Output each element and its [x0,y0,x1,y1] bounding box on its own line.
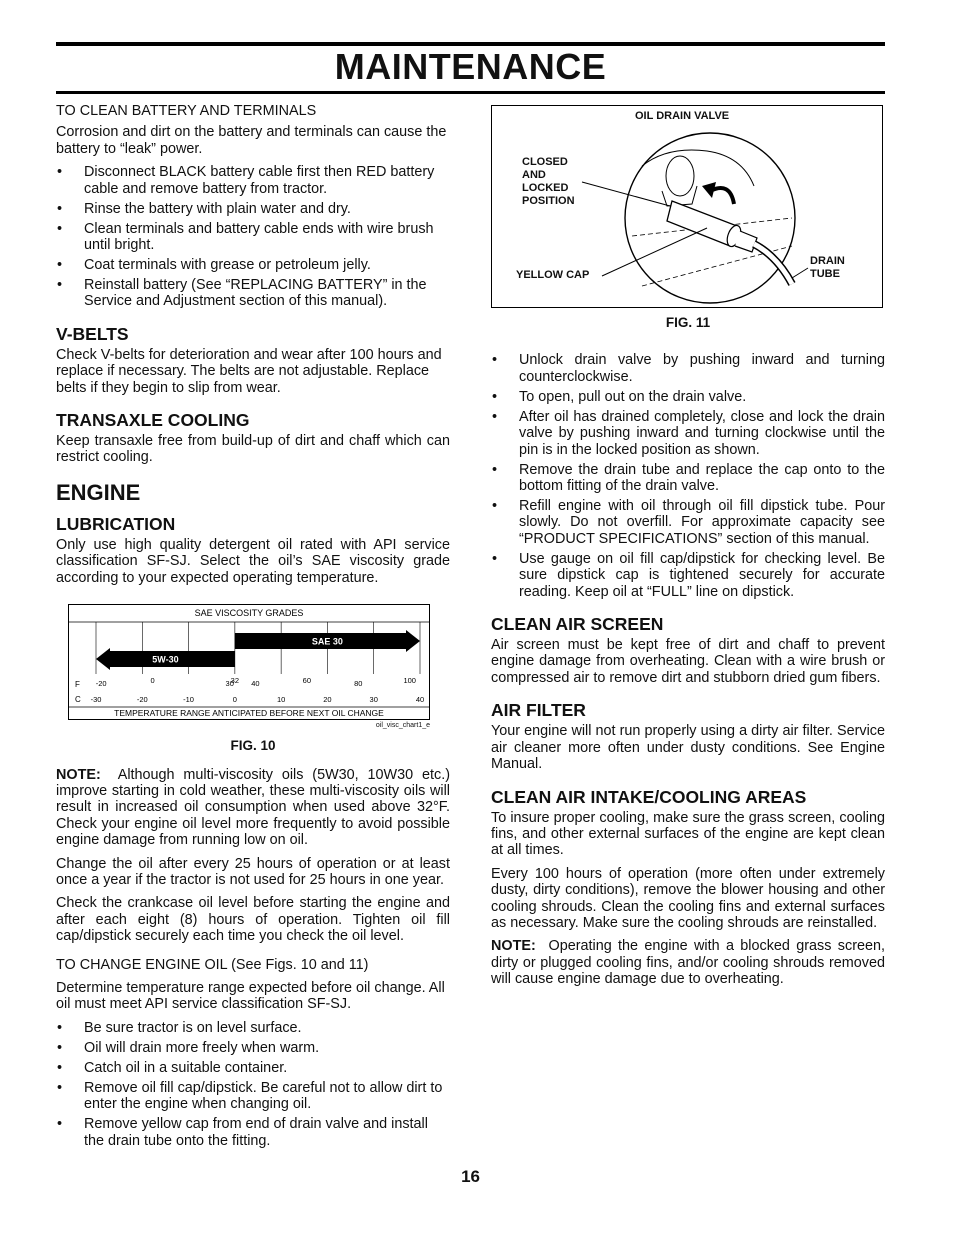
list-item: • Be sure tractor is on level surface. [56,1020,450,1036]
f-tick-label: 100 [403,676,416,686]
c-tick-label: -10 [183,695,194,705]
right-column [491,103,885,995]
lubrication-text: Only use high quality detergent oil rated with API service classification SF-SJ. Select the oil’s SAE viscosity grade according to your expected operating temperature. [56,536,450,586]
intake-text-1: To insure proper cooling, make sure the grass screen, cooling fins, and other external surfaces of the engine are kept clean at all times. [491,809,885,859]
list-item: • Remove yellow cap from end of drain valve and install the drain tube onto the fitting. [56,1116,450,1149]
battery-heading: TO CLEAN BATTERY AND TERMINALS [56,103,317,119]
c-tick-label: -30 [90,695,102,705]
change-oil-steps [56,1020,450,1149]
list-item: • Use gauge on oil fill cap/dipstick for checking level. Be sure dipstick cap is tightened securely for accurate reading. Keep oil at “FULL” line on dipstick. [491,551,885,600]
list-item: • Rinse the battery with plain water and dry. [56,201,450,217]
f-tick-label: 32 [230,676,240,686]
c-tick-label: 0 [232,695,237,705]
intake-text-2: Every 100 hours of operation (more often under extremely dusty, dirty conditions), remove the blower housing and other cooling shrouds. Clean the cooling fins and external surfaces as necessary. Make sure the cooling shrouds are reinstalled. [491,865,885,931]
transaxle-heading: TRANSAXLE COOLING [56,410,250,431]
oil-note [56,767,450,849]
drain-tube-label: DRAIN TUBE [810,255,845,280]
fig11-title: OIL DRAIN VALVE [635,110,730,122]
list-item: • Coat terminals with grease or petroleum jelly. [56,257,450,273]
air-screen-text: Air screen must be kept free of dirt and chaff to prevent engine damage from overheating. Clean with a wire brush or compressed air to remove dirt and stubborn dried gum fibers. [491,637,885,686]
air-filter-heading: AIR FILTER [491,700,586,721]
f-tick-label: 60 [302,676,312,686]
c-tick-label: -20 [136,695,148,705]
transaxle-text: Keep transaxle free from build-up of dirt and chaff which can restrict cooling. [56,433,450,466]
air-filter-text: Your engine will not run properly using a dirty air filter. Service air cleaner more often under dusty conditions. See Engine Manual. [491,723,885,773]
fig10-caption: FIG. 10 [230,738,276,754]
list-item: • Remove the drain tube and replace the cap onto to the bottom fitting of the drain valve. [491,462,885,495]
f-tick-label: 40 [251,679,260,689]
oil-drain-valve-figure [491,105,883,308]
list-item: • Oil will drain more freely when warm. [56,1040,450,1056]
determine-text: Determine temperature range expected before oil change. All oil must meet API service classification SF-SJ. [56,979,445,1013]
air-screen-heading: CLEAN AIR SCREEN [491,614,664,635]
fig11-caption: FIG. 11 [665,315,711,330]
check-level-text: Check the crankcase oil level before starting the engine and after each eight (8) hours of operation. Tighten oil fill cap/dipstick securely each time you check the oil level. [56,895,450,945]
cooling-note [491,938,885,987]
left-column [56,103,450,1163]
list-item: • Reinstall battery (See “REPLACING BATTERY” in the Service and Adjustment section of this manual). [56,277,450,310]
f-tick-label: 30 [225,679,234,689]
title-rule [56,91,885,94]
battery-steps [56,164,450,310]
vbelts-heading: V-BELTS [56,323,129,344]
list-item: • Remove oil fill cap/dipstick. Be careful not to allow dirt to enter the engine when changing oil. [56,1080,450,1113]
c-tick-label: 40 [415,695,425,705]
note-text: Although multi-viscosity oils (5W30, 10W30 etc.) improve starting in cold weather, these multi-viscosity oils will result in increased oil consumption when used above 32°F. Check your engine oil level more frequently to avoid possible engine damage from running low on oil. [56,766,450,849]
chart-source-tag: oil_visc_chart1_e [375,722,430,730]
series-label: 5W-30 [152,654,179,665]
series-label: SAE 30 [311,636,343,647]
c-tick-label: 30 [369,695,378,705]
vbelts-text: Check V-belts for deterioration and wear after 100 hours and replace if necessary. The belts are not adjustable. Replace belts if they begin to slip from wear. [56,346,442,396]
list-item: • After oil has drained completely, close and lock the drain valve by pushing inward and turning clockwise until the pin is in the locked position as shown. [491,409,885,458]
closed-position-label: CLOSED AND LOCKED POSITION [522,156,575,207]
f-tick-label: -20 [95,679,107,689]
note-text: Operating the engine with a blocked grass screen, dirty or plugged cooling fins, and/or cooling shrouds removed will cause engine damage due to overheating. [491,938,885,988]
engine-heading: ENGINE [56,479,141,505]
list-item: • Catch oil in a suitable container. [56,1060,450,1076]
c-tick-label: 10 [276,695,286,705]
drain-valve-steps [491,352,885,600]
battery-intro: Corrosion and dirt on the battery and terminals can cause the battery to “leak” power. [56,124,447,157]
c-axis-label: C [75,695,81,705]
f-tick-label: 80 [354,679,363,689]
change-interval-text: Change the oil after every 25 hours of operation or at least once a year if the tractor is not used for 25 hours in one year. [56,855,450,888]
chart-title: SAE VISCOSITY GRADES [194,608,304,619]
list-item: • Unlock drain valve by pushing inward and turning counterclockwise. [491,352,885,385]
page-number [0,1167,940,1187]
f-tick-label: 0 [150,676,155,686]
yellow-cap-label: YELLOW CAP [516,269,590,281]
list-item: • Disconnect BLACK battery cable first then RED battery cable and remove battery from tractor. [56,164,450,197]
page-number-text: 16 [461,1167,480,1186]
note-label: NOTE: [56,766,101,783]
change-oil-heading: TO CHANGE ENGINE OIL (See Figs. 10 and 11) [56,956,369,973]
note-label: NOTE: [491,938,536,955]
list-item: • Clean terminals and battery cable ends with wire brush until bright. [56,221,450,254]
f-axis-label: F [75,680,80,690]
viscosity-chart-svg [68,604,430,720]
page-title: MAINTENANCE [334,46,607,87]
c-tick-label: 20 [323,695,332,705]
viscosity-chart [68,604,430,730]
intake-heading: CLEAN AIR INTAKE/COOLING AREAS [491,786,807,807]
chart-xlabel: TEMPERATURE RANGE ANTICIPATED BEFORE NEXT OIL CHANGE [114,708,384,719]
list-item: • Refill engine with oil through oil fill dipstick tube. Pour slowly. Do not overfill. For approximate capacity see “PRODUCT SPECIFICATIONS” section of this manual. [491,498,885,547]
list-item: • To open, pull out on the drain valve. [491,389,885,405]
lubrication-heading: LUBRICATION [56,513,176,534]
